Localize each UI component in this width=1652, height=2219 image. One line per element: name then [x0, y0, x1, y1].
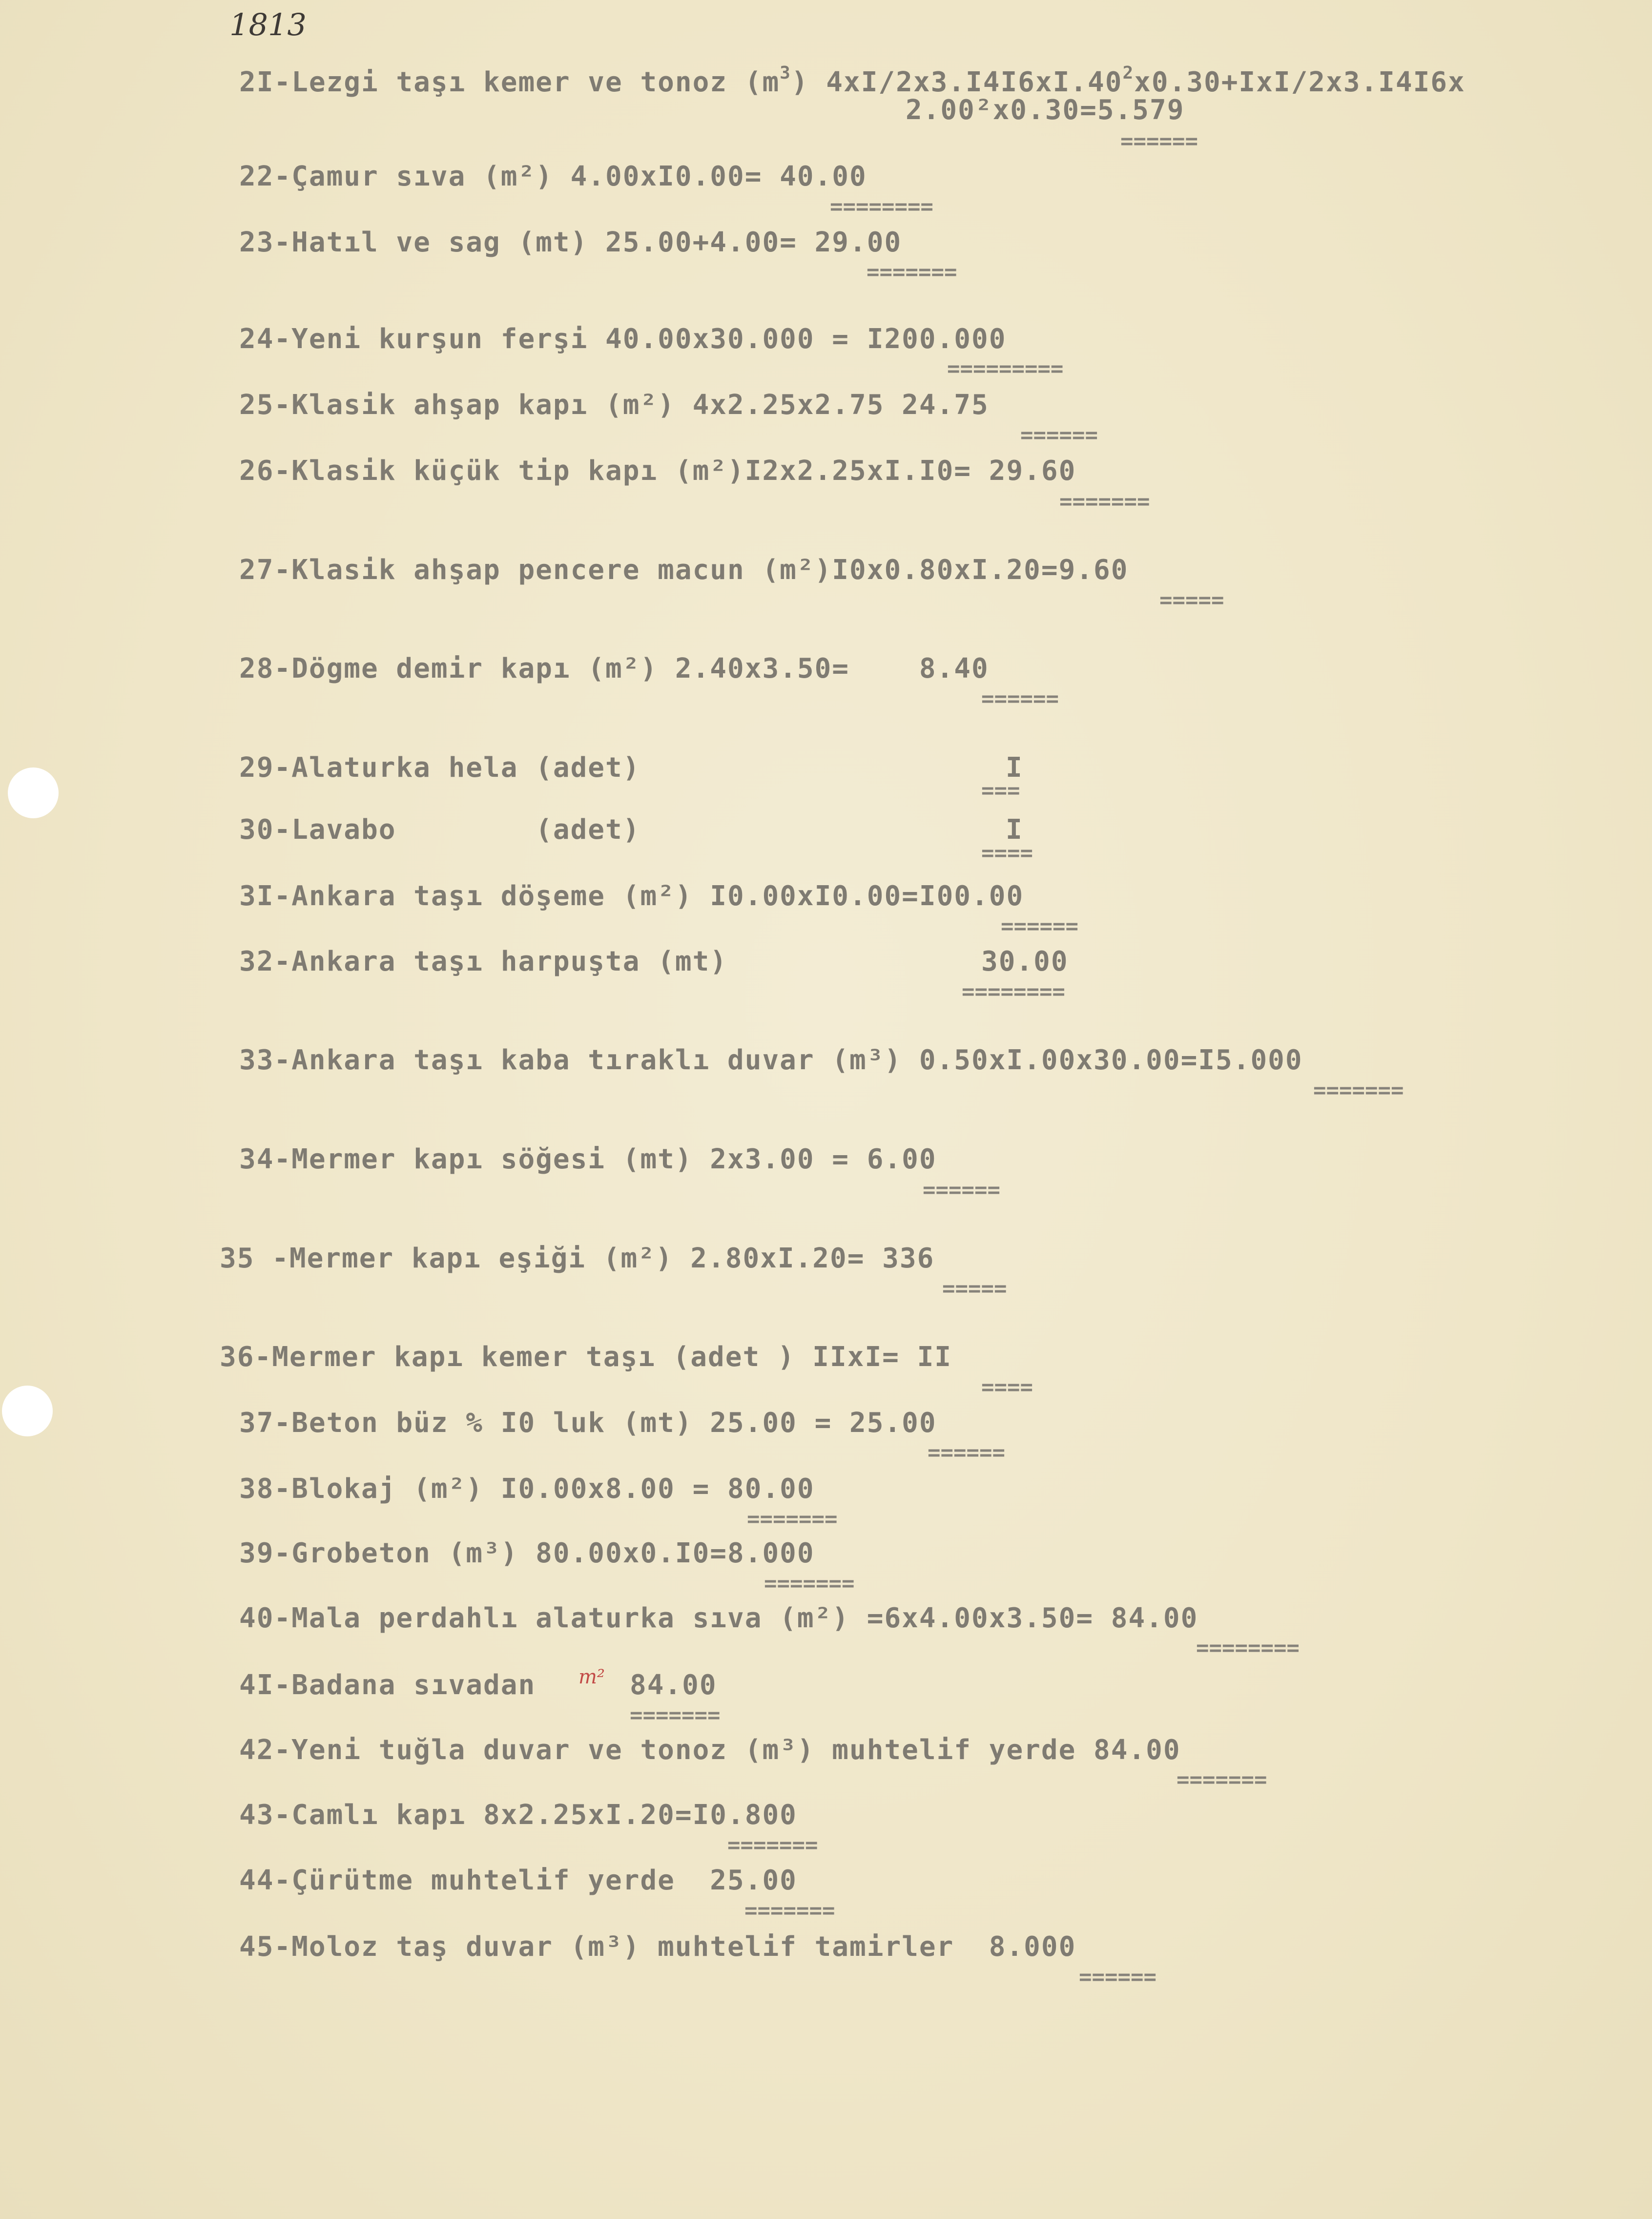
item-41: 4I-Badana sıvadan: [239, 1669, 536, 1701]
item-45: 45-Moloz taş duvar (m³) muhtelif tamirler 8.000: [239, 1931, 1076, 1963]
item-23: 23-Hatıl ve sag (mt) 25.00+4.00= 29.00: [239, 227, 902, 258]
item-31: 3I-Ankara taşı döşeme (m²) I0.00xI0.00=I00.00: [239, 880, 1024, 912]
underline-mark: =======: [744, 1898, 835, 1923]
underline-mark: ========: [962, 979, 1065, 1004]
item-22: 22-Çamur sıva (m²) 4.00xI0.00= 40.00: [239, 161, 867, 192]
item-21-text: 2I-Lezgi taşı kemer ve tonoz (m: [239, 66, 780, 98]
item-21-line-1: 2I-Lezgi taşı kemer ve tonoz $(m^3)$ $4xI/2x3.I4I6xI.40^2x0.30+IxI/2x3.I4I6x$: [239, 63, 1466, 98]
item-27: 27-Klasik ahşap pencere macun (m²)I0x0.80xI.20=9.60: [239, 554, 1129, 586]
item-39: 39-Grobeton (m³) 80.00x0.I0=8.000: [239, 1537, 815, 1569]
underline-mark: ======: [981, 686, 1059, 711]
underline-mark: ========: [830, 194, 933, 219]
underline-mark: =======: [867, 260, 957, 285]
item-30-value: I: [1006, 814, 1023, 846]
item-28: 28-Dögme demir kapı (m²) 2.40x3.50= 8.40: [239, 653, 989, 684]
item-41-value: 84.00: [630, 1669, 717, 1701]
underline-mark: =======: [727, 1833, 818, 1858]
underline-mark: ====: [981, 841, 1033, 866]
item-24: 24-Yeni kurşun ferşi 40.00x30.000 = I200.000: [239, 323, 1007, 355]
underline-mark: =======: [1059, 489, 1150, 514]
underline-mark: ======: [1020, 423, 1098, 448]
item-26: 26-Klasik küçük tip kapı (m²)I2x2.25xI.I0= 29.60: [239, 455, 1076, 487]
item-29-value: I: [1006, 752, 1023, 784]
item-42: 42-Yeni tuğla duvar ve tonoz (m³) muhtelif yerde 84.00: [239, 1734, 1181, 1766]
underline-mark: ======: [1001, 914, 1078, 939]
underline-mark: ======: [928, 1440, 1005, 1465]
item-34: 34-Mermer kapı söğesi (mt) 2x3.00 = 6.00: [239, 1143, 937, 1175]
handwritten-page-number: 1813: [229, 7, 307, 42]
underline-mark: ===: [981, 778, 1020, 803]
item-44: 44-Çürütme muhtelif yerde 25.00: [239, 1865, 797, 1896]
underline-mark: ====: [981, 1375, 1033, 1400]
underline-mark: ======: [923, 1178, 1000, 1203]
item-29: 29-Alaturka hela (adet): [239, 752, 640, 784]
item-32: 32-Ankara taşı harpuşta (mt): [239, 946, 728, 977]
underline-mark: =====: [1159, 588, 1224, 613]
underline-mark: =======: [630, 1703, 721, 1728]
underline-mark: =======: [1313, 1078, 1404, 1103]
item-43: 43-Camlı kapı 8x2.25xI.20=I0.800: [239, 1799, 797, 1831]
punch-hole: [8, 767, 59, 818]
underline-mark: ======: [1079, 1965, 1156, 1990]
item-25: 25-Klasik ahşap kapı (m²) 4x2.25x2.75 24.75: [239, 389, 989, 421]
item-38: 38-Blokaj (m²) I0.00x8.00 = 80.00: [239, 1473, 815, 1505]
underline-mark: =======: [747, 1507, 838, 1532]
item-30: 30-Lavabo (adet): [239, 814, 640, 846]
underline-mark: =========: [947, 356, 1064, 381]
item-32-value: 30.00: [981, 946, 1069, 977]
item-33: 33-Ankara taşı kaba tıraklı duvar (m³) 0.50xI.00x30.00=I5.000: [239, 1044, 1303, 1076]
underline-mark: ======: [1120, 129, 1198, 154]
underline-mark: ========: [1196, 1636, 1300, 1660]
item-36: 36-Mermer kapı kemer taşı (adet ) IIxI= II: [220, 1341, 952, 1373]
item-37: 37-Beton büz % I0 luk (mt) 25.00 = 25.00: [239, 1407, 937, 1439]
punch-hole: [2, 1386, 53, 1436]
handwritten-unit-annotation: m²: [578, 1666, 605, 1688]
underline-mark: =====: [942, 1276, 1007, 1301]
underline-mark: =======: [1177, 1767, 1267, 1792]
item-40: 40-Mala perdahlı alaturka sıva (m²) =6x4.00x3.50= 84.00: [239, 1602, 1198, 1634]
underline-mark: =======: [764, 1571, 855, 1596]
item-21-line-2: 2.00²x0.30=5.579: [906, 94, 1185, 126]
item-35: 35 -Mermer kapı eşiği (m²) 2.80xI.20= 336: [220, 1243, 935, 1274]
